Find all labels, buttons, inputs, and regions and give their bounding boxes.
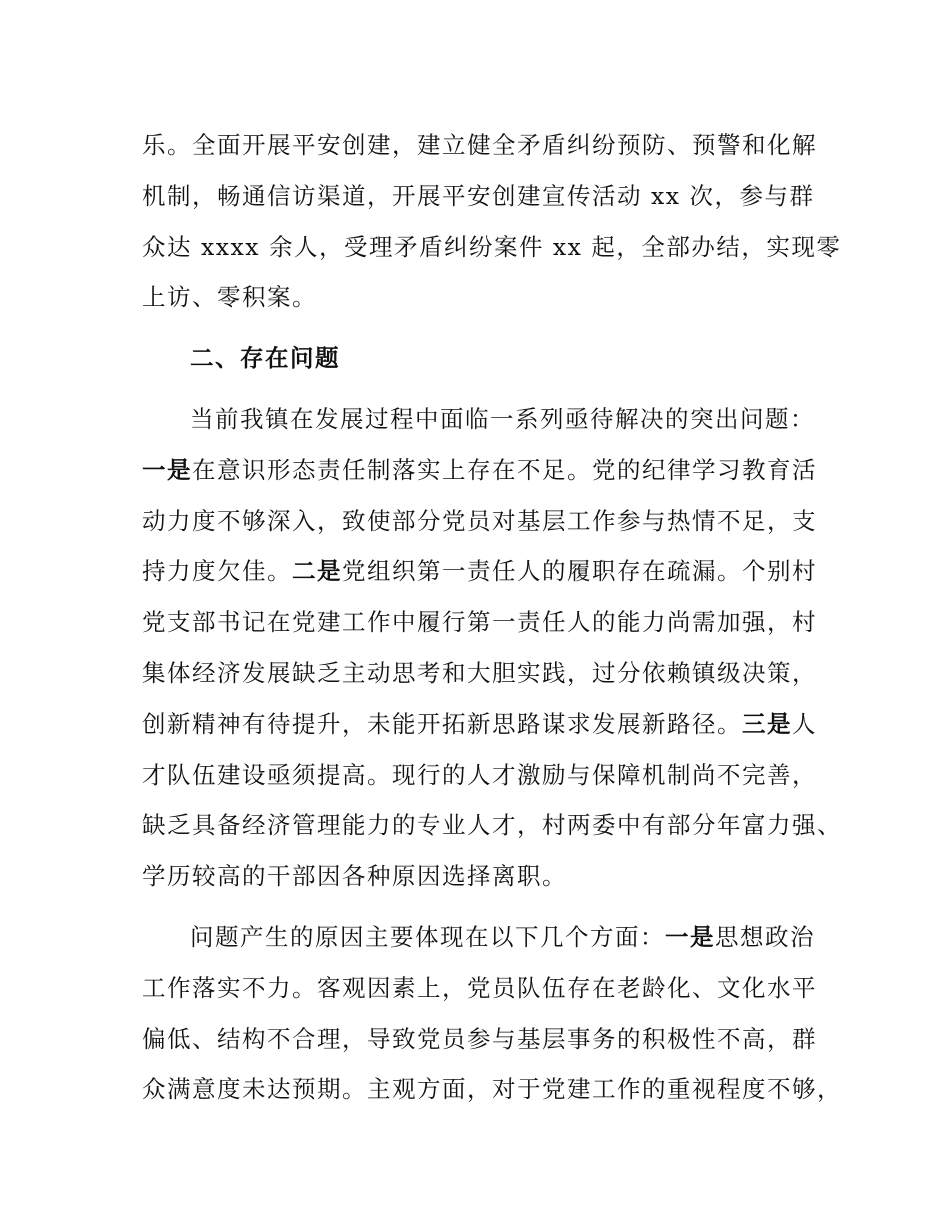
text-line: 众满意度未达预期。主观方面，对于党建工作的重视程度不够， xyxy=(142,1075,842,1104)
text-line xyxy=(142,912,815,963)
text-run: 创新精神有待提升，未能开拓新思路谋求发展新路径。 xyxy=(142,709,742,738)
text-line: 当前我镇在发展过程中面临一系列亟待解决的突出问题： xyxy=(190,404,815,433)
text-run: 持力度欠佳。 xyxy=(142,557,292,586)
document-page xyxy=(142,120,842,1115)
text-run: 党组织第一责任人的履职存在疏漏。个别村 xyxy=(342,557,817,586)
text-run: 问题产生的原因主要体现在以下几个方面： xyxy=(190,922,665,951)
text-line xyxy=(142,546,817,597)
text-line: 缺乏具备经济管理能力的专业人才，村两委中有部分年富力强、 xyxy=(142,811,842,840)
bold-marker: 一是 xyxy=(665,922,715,951)
section-heading: 二、存在问题 xyxy=(190,344,340,373)
text-line: 众达 xxxx 余人，受理矛盾纠纷案件 xx 起，全部办结，实现零 xyxy=(142,232,842,261)
text-run: 思想政治 xyxy=(715,922,815,951)
text-line: 乐。全面开展平安创建，建立健全矛盾纠纷预防、预警和化解 xyxy=(142,131,817,159)
text-run: 人 xyxy=(792,709,817,738)
text-run: 在意识形态责任制落实上存在不足。党的纪律学习教育活 xyxy=(192,455,817,484)
text-line: 机制，畅通信访渠道，开展平安创建宣传活动 xx 次，参与群 xyxy=(142,181,815,210)
text-line xyxy=(142,699,817,750)
bold-marker: 三是 xyxy=(742,709,792,738)
text-line: 动力度不够深入，致使部分党员对基层工作参与热情不足，支 xyxy=(142,506,817,535)
text-line: 学历较高的干部因各种原因选择离职。 xyxy=(142,862,567,891)
text-line: 党支部书记在党建工作中履行第一责任人的能力尚需加强，村 xyxy=(142,608,817,637)
paragraph-problems xyxy=(142,394,842,902)
text-line: 才队伍建设亟须提高。现行的人才激励与保障机制尚不完善， xyxy=(142,760,817,789)
text-line xyxy=(142,445,817,496)
text-line: 集体经济发展缺乏主动思考和大胆实践，过分依赖镇级决策， xyxy=(142,658,817,687)
bold-marker: 二是 xyxy=(292,557,342,586)
paragraph-safety xyxy=(142,120,842,323)
text-line: 工作落实不力。客观因素上，党员队伍存在老龄化、文化水平 xyxy=(142,973,817,1002)
paragraph-causes xyxy=(142,912,842,1115)
text-line: 上访、零积案。 xyxy=(142,283,317,312)
bold-marker: 一是 xyxy=(142,455,192,484)
text-line: 偏低、结构不合理，导致党员参与基层事务的积极性不高，群 xyxy=(142,1024,817,1053)
